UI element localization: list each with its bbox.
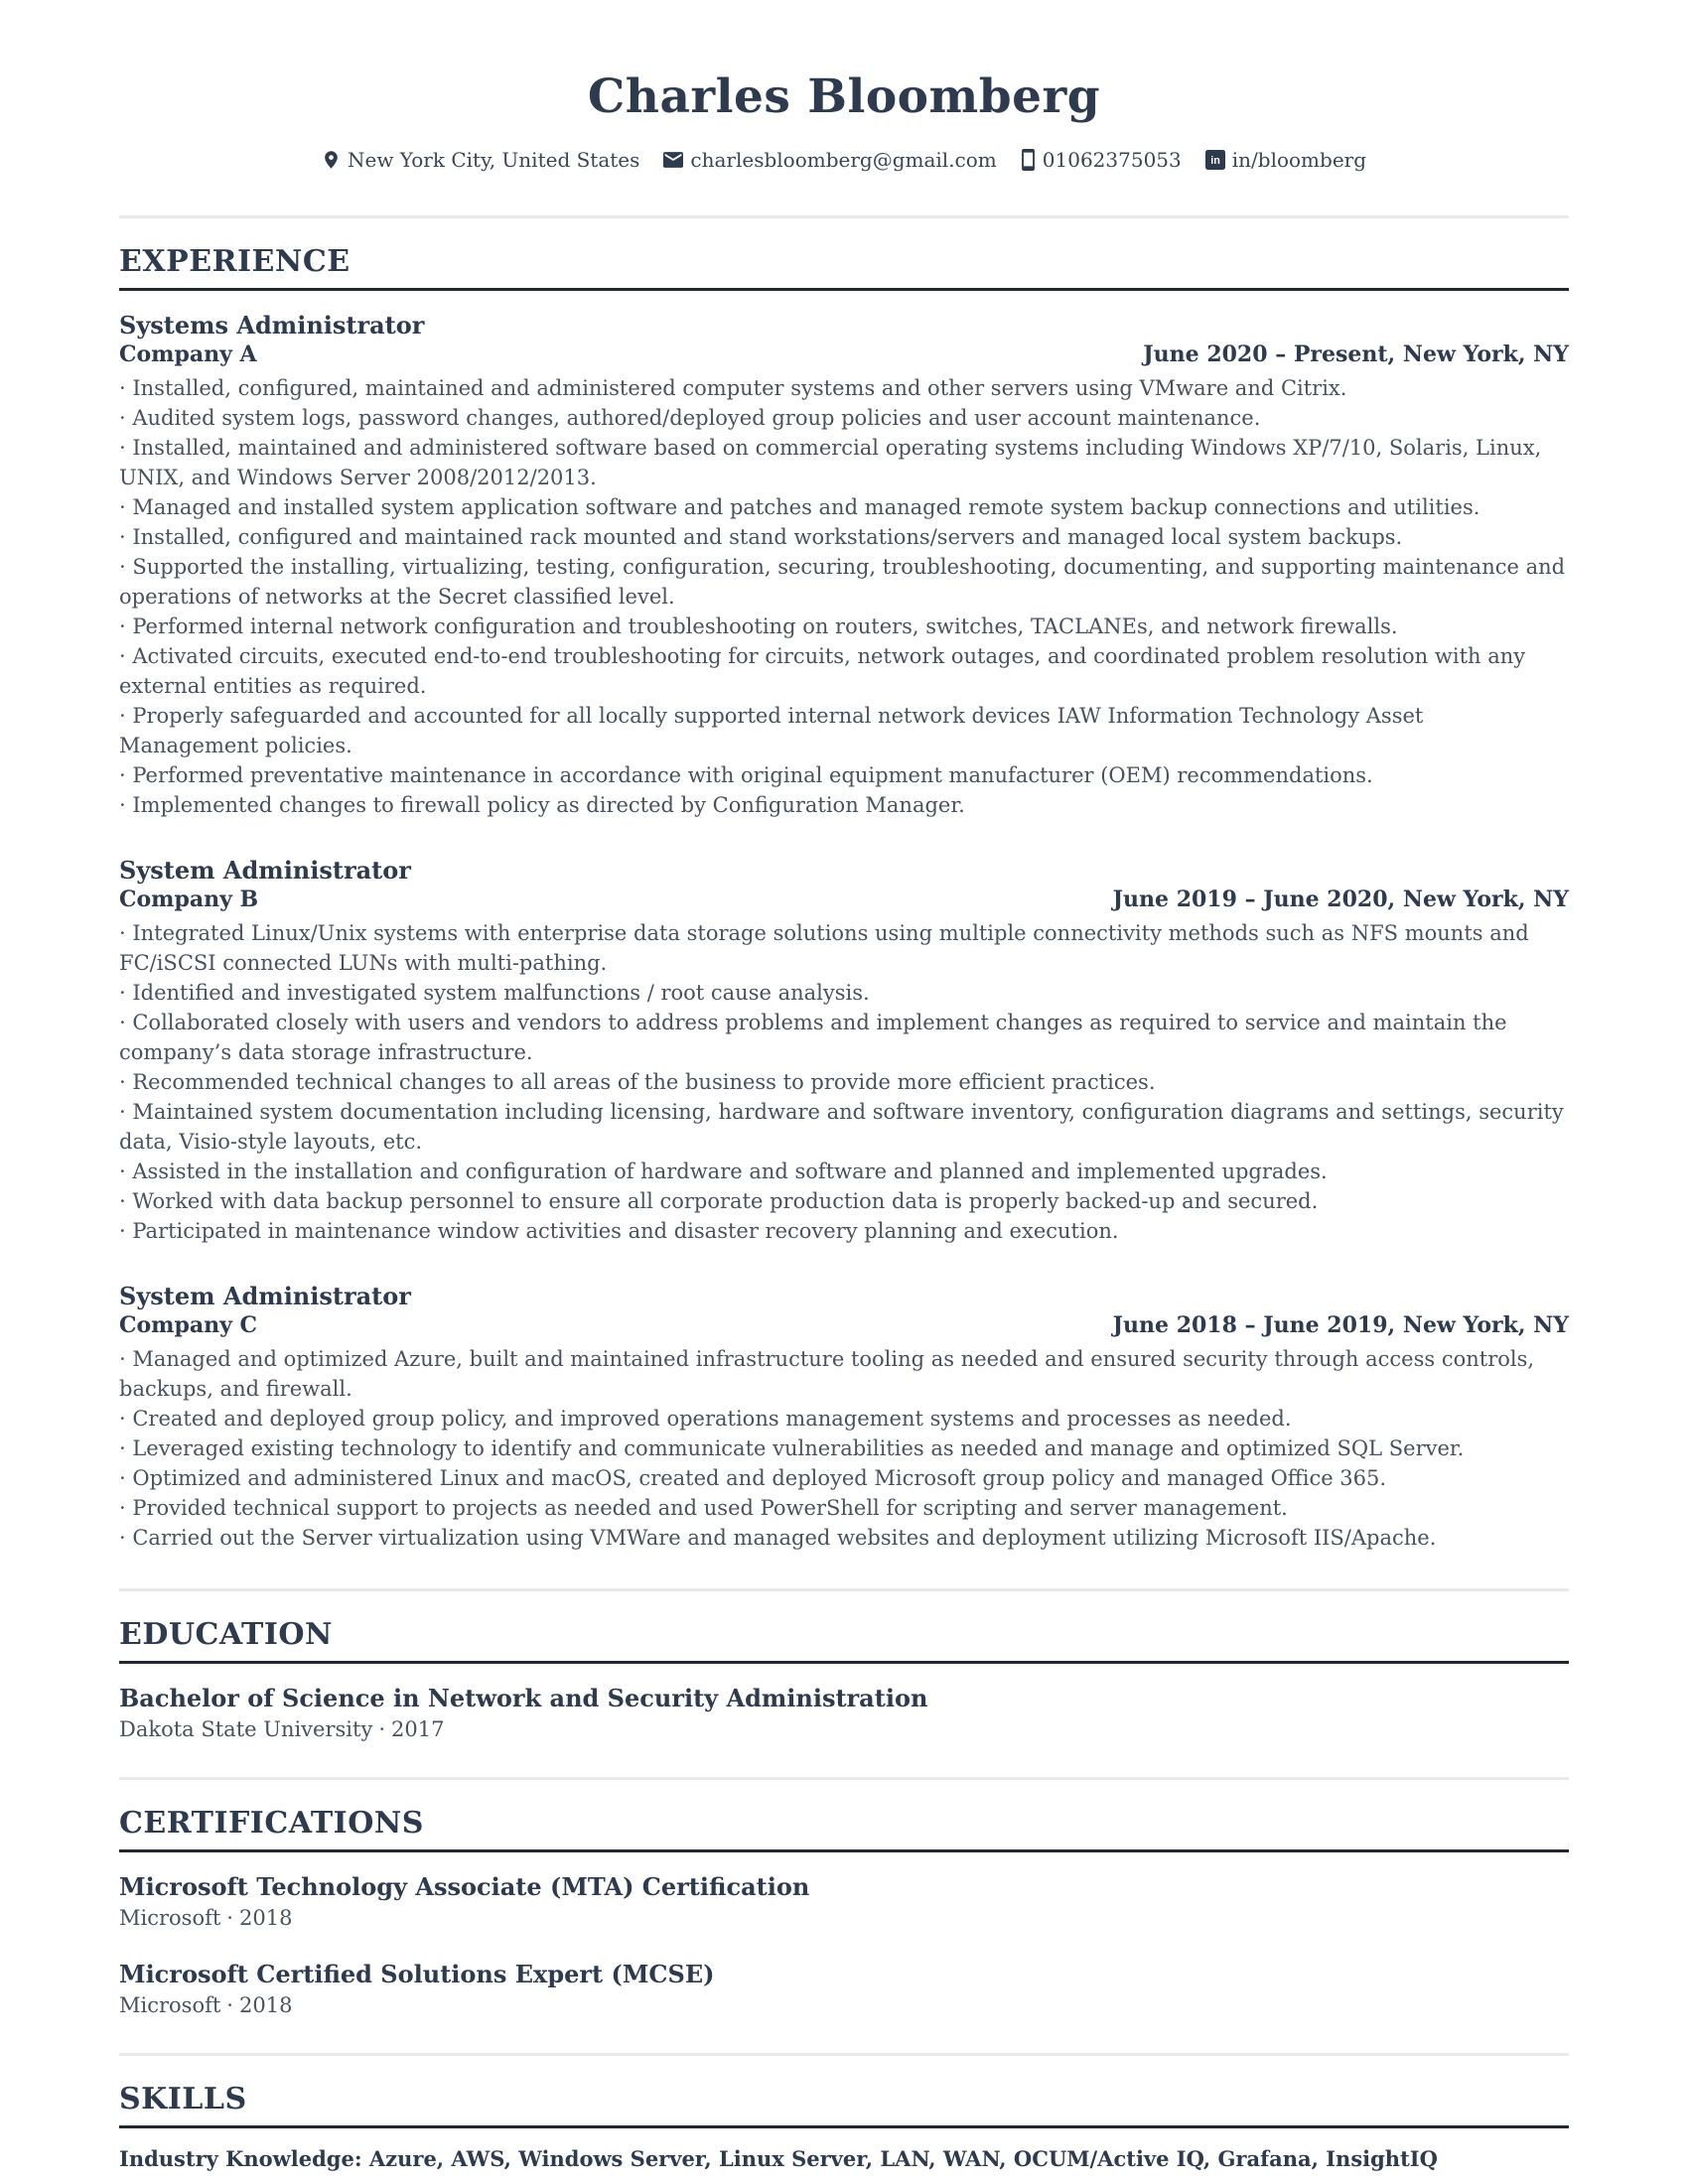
certification-issuer: Microsoft bbox=[119, 1993, 221, 2017]
certification-meta bbox=[119, 1993, 1569, 2017]
certification-year: 2018 bbox=[238, 1906, 293, 1930]
job-bullet: · Properly safeguarded and accounted for all locally supported internal network devices IAW Information Technology Asset Management policies. bbox=[119, 701, 1569, 760]
location-pin-icon bbox=[322, 149, 341, 171]
certifications-title: CERTIFICATIONS bbox=[119, 1806, 1569, 1852]
svg-text:in: in bbox=[1209, 155, 1220, 168]
job-bullet: · Installed, configured and maintained rack mounted and stand workstations/servers and managed local system backups. bbox=[119, 522, 1569, 552]
job-role: System Administrator bbox=[119, 1282, 411, 1310]
job-bullet: · Maintained system documentation including licensing, hardware and software inventory, configuration diagrams and settings, security data, Visio-style layouts, etc. bbox=[119, 1097, 1569, 1157]
certification-meta bbox=[119, 1906, 1569, 1930]
section-divider bbox=[119, 1777, 1569, 1780]
contact-row bbox=[119, 148, 1569, 172]
contact-phone-text: 01062375053 bbox=[1042, 148, 1182, 172]
education-list bbox=[119, 1684, 1569, 1741]
education-entry bbox=[119, 1684, 1569, 1741]
certification-entry bbox=[119, 1872, 1569, 1930]
certification-entry bbox=[119, 1960, 1569, 2017]
job-role: Systems Administrator bbox=[119, 311, 425, 340]
job-meta-row bbox=[119, 887, 1569, 912]
job-bullets bbox=[119, 918, 1569, 1246]
job-bullet: · Identified and investigated system malfunctions / root cause analysis. bbox=[119, 978, 1569, 1008]
education-meta bbox=[119, 1717, 1569, 1741]
contact-email[interactable] bbox=[663, 148, 996, 172]
job-bullet: · Leveraged existing technology to identify and communicate vulnerabilities as needed and manage and optimized SQL Server. bbox=[119, 1433, 1569, 1463]
section-experience bbox=[119, 244, 1569, 1553]
certification-name: Microsoft Certified Solutions Expert (MCSE) bbox=[119, 1960, 715, 1988]
certification-list bbox=[119, 1872, 1569, 2017]
skills-label: Industry Knowledge: bbox=[119, 2146, 362, 2171]
job-bullet: · Implemented changes to firewall policy as directed by Configuration Manager. bbox=[119, 790, 1569, 820]
job-entry bbox=[119, 311, 1569, 820]
job-bullet: · Supported the installing, virtualizing, testing, configuration, securing, troubleshooting, documenting, and supporting maintenance and operations of networks at the Secret classified level. bbox=[119, 552, 1569, 612]
job-meta-row bbox=[119, 1312, 1569, 1338]
contact-location-text: New York City, United States bbox=[347, 148, 640, 172]
certification-name: Microsoft Technology Associate (MTA) Certification bbox=[119, 1872, 810, 1901]
job-bullet: · Managed and optimized Azure, built and maintained infrastructure tooling as needed and ensured security through access controls, backups, and firewall. bbox=[119, 1344, 1569, 1404]
contact-phone bbox=[1021, 148, 1182, 172]
job-dates: June 2020 – Present, New York, NY bbox=[1143, 341, 1569, 367]
contact-location bbox=[322, 148, 639, 172]
graduation-year: 2017 bbox=[391, 1717, 445, 1741]
job-entry bbox=[119, 856, 1569, 1246]
section-divider bbox=[119, 215, 1569, 218]
job-role: System Administrator bbox=[119, 856, 411, 885]
skills-line bbox=[119, 2146, 1569, 2171]
job-bullet: · Created and deployed group policy, and improved operations management systems and processes as needed. bbox=[119, 1404, 1569, 1433]
job-meta-row bbox=[119, 341, 1569, 367]
job-bullet: · Installed, maintained and administered software based on commercial operating systems including Windows XP/7/10, Solaris, Linux, UNIX, and Windows Server 2008/2012/2013. bbox=[119, 433, 1569, 492]
job-bullet: · Optimized and administered Linux and macOS, created and deployed Microsoft group policy and managed Office 365. bbox=[119, 1463, 1569, 1493]
certification-year: 2018 bbox=[238, 1993, 293, 2017]
job-bullet: · Performed preventative maintenance in accordance with original equipment manufacturer (OEM) recommendations. bbox=[119, 760, 1569, 790]
job-company: Company C bbox=[119, 1312, 258, 1338]
skills-values: Azure, AWS, Windows Server, Linux Server, LAN, WAN, OCUM/Active IQ, Grafana, InsightIQ bbox=[368, 2146, 1438, 2171]
section-certifications bbox=[119, 1806, 1569, 2017]
job-bullet: · Integrated Linux/Unix systems with enterprise data storage solutions using multiple connectivity methods such as NFS mounts and FC/iSCSI connected LUNs with multi-pathing. bbox=[119, 918, 1569, 978]
job-bullet: · Carried out the Server virtualization using VMWare and managed websites and deployment utilizing Microsoft IIS/Apache. bbox=[119, 1523, 1569, 1553]
section-divider bbox=[119, 2053, 1569, 2056]
meta-separator: · bbox=[226, 1906, 233, 1930]
resume-header bbox=[119, 0, 1569, 172]
contact-linkedin-text: in/bloomberg bbox=[1231, 148, 1367, 172]
envelope-icon bbox=[663, 152, 683, 168]
experience-title: EXPERIENCE bbox=[119, 244, 1569, 291]
job-company: Company B bbox=[119, 887, 259, 912]
person-name: Charles Bloomberg bbox=[587, 69, 1101, 124]
smartphone-icon bbox=[1021, 149, 1036, 171]
job-bullets bbox=[119, 373, 1569, 820]
job-bullet: · Performed internal network configuration and troubleshooting on routers, switches, TACLANEs, and network firewalls. bbox=[119, 612, 1569, 641]
job-dates: June 2019 – June 2020, New York, NY bbox=[1112, 887, 1569, 912]
school-name: Dakota State University bbox=[119, 1717, 373, 1741]
contact-linkedin[interactable] bbox=[1205, 148, 1366, 172]
education-title: EDUCATION bbox=[119, 1617, 1569, 1664]
job-bullets bbox=[119, 1344, 1569, 1553]
meta-separator: · bbox=[226, 1993, 233, 2017]
contact-email-text: charlesbloomberg@gmail.com bbox=[690, 148, 997, 172]
skills-title: SKILLS bbox=[119, 2082, 1569, 2128]
job-bullet: · Installed, configured, maintained and administered computer systems and other servers using VMware and Citrix. bbox=[119, 373, 1569, 403]
job-bullet: · Assisted in the installation and configuration of hardware and software and planned and implemented upgrades. bbox=[119, 1157, 1569, 1186]
job-bullet: · Worked with data backup personnel to ensure all corporate production data is properly backed-up and secured. bbox=[119, 1186, 1569, 1216]
section-education bbox=[119, 1617, 1569, 1741]
section-divider bbox=[119, 1588, 1569, 1591]
job-bullet: · Provided technical support to projects as needed and used PowerShell for scripting and server management. bbox=[119, 1493, 1569, 1523]
job-list bbox=[119, 311, 1569, 1553]
job-bullet: · Participated in maintenance window activities and disaster recovery planning and execution. bbox=[119, 1216, 1569, 1246]
meta-separator: · bbox=[378, 1717, 385, 1741]
job-bullet: · Audited system logs, password changes, authored/deployed group policies and user account maintenance. bbox=[119, 403, 1569, 433]
linkedin-icon bbox=[1205, 150, 1225, 170]
job-bullet: · Activated circuits, executed end-to-end troubleshooting for circuits, network outages, and coordinated problem resolution with any external entities as required. bbox=[119, 641, 1569, 701]
job-company: Company A bbox=[119, 341, 257, 367]
job-dates: June 2018 – June 2019, New York, NY bbox=[1112, 1312, 1569, 1338]
degree-title: Bachelor of Science in Network and Security Administration bbox=[119, 1684, 928, 1712]
job-entry bbox=[119, 1282, 1569, 1553]
section-skills bbox=[119, 2082, 1569, 2171]
job-bullet: · Recommended technical changes to all areas of the business to provide more efficient practices. bbox=[119, 1067, 1569, 1097]
certification-issuer: Microsoft bbox=[119, 1906, 221, 1930]
job-bullet: · Managed and installed system application software and patches and managed remote system backup connections and utilities. bbox=[119, 492, 1569, 522]
job-bullet: · Collaborated closely with users and vendors to address problems and implement changes as required to service and maintain the company’s data storage infrastructure. bbox=[119, 1008, 1569, 1067]
